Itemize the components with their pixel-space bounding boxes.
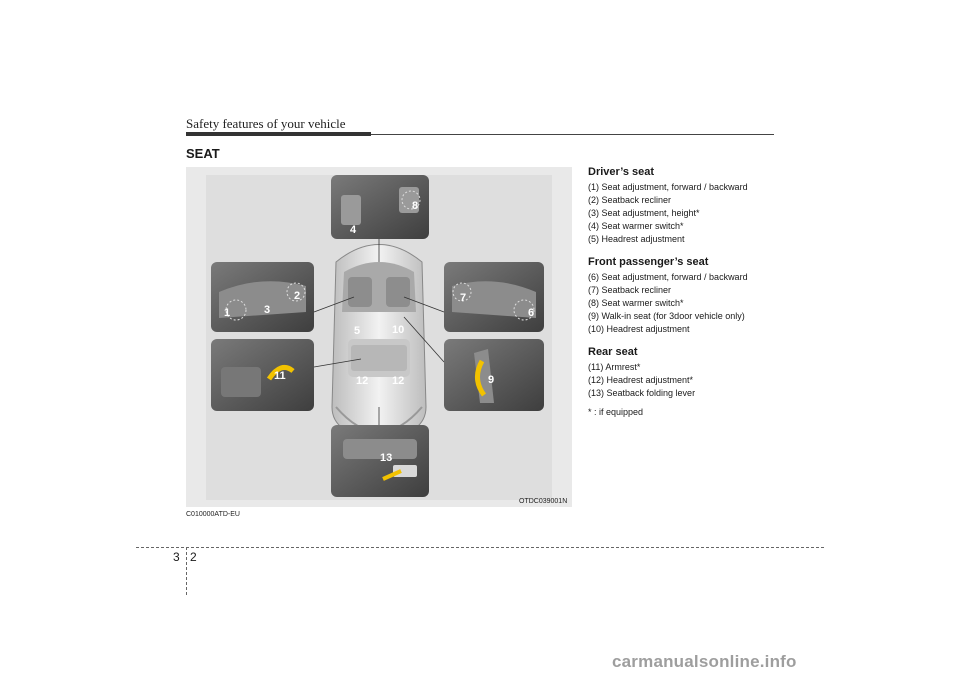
list-item: (12) Headrest adjustment* bbox=[588, 375, 694, 385]
callout-13: 13 bbox=[380, 452, 393, 464]
rear-seat-group bbox=[588, 346, 788, 419]
list-item: (2) Seatback recliner bbox=[588, 195, 672, 205]
list-item: (10) Headrest adjustment bbox=[588, 324, 690, 334]
callout-8: 8 bbox=[412, 200, 419, 212]
list-item: (4) Seat warmer switch* bbox=[588, 221, 684, 231]
passenger-seat-group bbox=[588, 256, 788, 336]
figure-code: OTDC039001N bbox=[519, 498, 568, 505]
footer-dashed-rule bbox=[136, 547, 824, 548]
seat-illustration bbox=[186, 167, 572, 507]
section-title: SEAT bbox=[186, 146, 220, 161]
list-item: (3) Seat adjustment, height* bbox=[588, 208, 700, 218]
list-item: (7) Seatback recliner bbox=[588, 285, 672, 295]
list-item: (9) Walk-in seat (for 3door vehicle only) bbox=[588, 311, 745, 321]
passenger-seat-heading: Front passenger’s seat bbox=[588, 256, 709, 268]
panel-passenger-seat bbox=[444, 262, 544, 332]
list-item: (1) Seat adjustment, forward / backward bbox=[588, 182, 748, 192]
reference-code: C010000ATD-EU bbox=[186, 511, 240, 518]
callout-6: 6 bbox=[528, 307, 535, 319]
callout-5: 5 bbox=[354, 325, 361, 337]
callout-10: 10 bbox=[392, 324, 405, 336]
header-rule-thin bbox=[371, 134, 774, 135]
callout-4: 4 bbox=[350, 224, 357, 236]
callout-12a: 12 bbox=[356, 375, 369, 387]
header-rule-thick bbox=[186, 132, 371, 136]
seat-diagram-svg bbox=[186, 167, 572, 507]
page-chapter-number: 3 bbox=[173, 550, 180, 564]
panel-armrest bbox=[211, 339, 314, 411]
callout-2: 2 bbox=[294, 290, 301, 302]
callout-7: 7 bbox=[460, 292, 467, 304]
drivers-seat-group bbox=[588, 166, 788, 246]
footnote: * : if equipped bbox=[588, 407, 644, 417]
seat-text-column bbox=[588, 166, 788, 429]
callout-1: 1 bbox=[224, 307, 231, 319]
list-item: (5) Headrest adjustment bbox=[588, 234, 685, 244]
drivers-seat-heading: Driver’s seat bbox=[588, 166, 655, 178]
list-item: (13) Seatback folding lever bbox=[588, 388, 696, 398]
page-number: 2 bbox=[190, 550, 197, 564]
chapter-title: Safety features of your vehicle bbox=[186, 116, 346, 131]
list-item: (11) Armrest* bbox=[588, 362, 641, 372]
footer-dashed-divider bbox=[186, 547, 187, 595]
callout-11: 11 bbox=[274, 370, 286, 382]
callout-9: 9 bbox=[488, 374, 495, 386]
callout-12b: 12 bbox=[392, 375, 405, 387]
callout-3: 3 bbox=[264, 304, 271, 316]
rear-seat-heading: Rear seat bbox=[588, 346, 638, 358]
list-item: (6) Seat adjustment, forward / backward bbox=[588, 272, 748, 282]
watermark[interactable]: carmanualsonline.info bbox=[612, 652, 797, 671]
list-item: (8) Seat warmer switch* bbox=[588, 298, 684, 308]
